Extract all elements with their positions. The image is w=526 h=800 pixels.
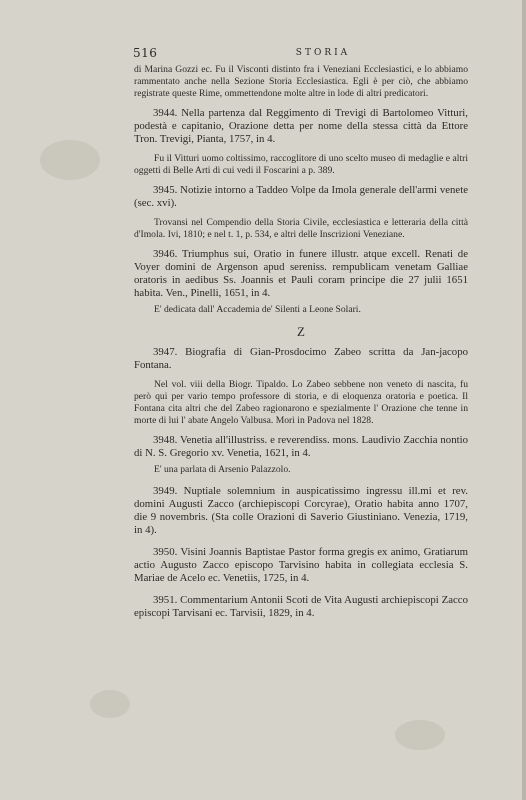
paper-stain: [395, 720, 445, 750]
entry-note: Trovansi nel Compendio della Storia Civile, ecclesiastica e letteraria della città d'Imola. Ivi, 1810; e nel t. 1, p. 534, e altri delle Inscrizioni Veneziane.: [134, 217, 468, 240]
entry-3949: [134, 485, 468, 537]
entry-main: 3948. Venetia all'illustriss. e reverendiss. mons. Laudivio Zacchia nontio di N. S. Gregorio xv. Venetia, 1621, in 4.: [134, 434, 468, 459]
entry-3951: [134, 594, 468, 620]
running-head: STORIA: [295, 48, 351, 58]
section-letter: Z: [297, 324, 305, 339]
page-number: 516: [133, 46, 158, 60]
page-edge: [522, 0, 526, 800]
page-header: [133, 46, 473, 62]
entry-main: 3946. Triumphus sui, Oratio in funere illustr. atque excell. Renati de Voyer domini de Argenson apud sereniss. rempublicam venetam Galliae oratoris in aedibus Ss. Joannis et Pauli coram principe die 27 julii 1651 habita. Ven., Pinelli, 1651, in 4.: [134, 248, 468, 299]
entry-main: 3947. Biografia di Gian-Prosdocimo Zabeo scritta da Jan-jacopo Fontana.: [134, 346, 468, 371]
entry-note: E' una parlata di Arsenio Palazzolo.: [154, 464, 291, 475]
entry-main: 3951. Commentarium Antonii Scoti de Vita Augusti archiepiscopi Zacco episcopi Tarvisani ec. Tarvisii, 1829, in 4.: [134, 594, 468, 619]
entry-main: 3944. Nella partenza dal Reggimento di Trevigi di Bartolomeo Vitturi, podestà e capitanio, Orazione detta per nome della stessa città da Ettore Tron. Trevigi, Pianta, 1757, in 4.: [134, 107, 468, 145]
entry-3947: [134, 346, 468, 427]
entry-continuation: [134, 64, 468, 100]
entry-main: 3949. Nuptiale solemnium in auspicatissimo ingressu ill.mi et rev. domini Augusti Zacco (archiepiscopi Corcyrae), Oratio habita anno 1707, die 9 novembris. (Sta colle Orazioni di Saverio Giustiniano. Venezia, 1719, in 4).: [134, 485, 468, 536]
entry-3950: [134, 546, 468, 585]
entry-3944: [134, 107, 468, 177]
entry-note: E' dedicata dall' Accademia de' Silenti a Leone Solari.: [154, 304, 361, 315]
entry-note: Nel vol. viii della Biogr. Tipaldo. Lo Zabeo sebbene non veneto di nascita, fu però qui per vario tempo professore di storia, e di eloquenza oratoria e poetica. Il Fontana cita altri che del Zabeo ragionarono e spezialmente l' Orazione che tenne in morte di lui l' abate Angelo Valbusa. Morì in Padova nel 1828.: [134, 379, 468, 426]
entry-3948: [134, 434, 468, 476]
entry-3945: [134, 184, 468, 241]
paper-stain: [90, 690, 130, 718]
entry-3946: [134, 248, 468, 316]
entry-main: 3950. Visini Joannis Baptistae Pastor forma gregis ex animo, Gratiarum actio Augusto Zacco episcopo Tarvisino habita in collegiata ecclesia S. Mariae de Acelo ec. Venetiis, 1725, in 4.: [134, 546, 468, 584]
entry-note: di Marina Gozzi ec. Fu il Visconti distinto fra i Veneziani Ecclesiastici, e lo abbiamo rammentato anche nella Sezione Storia Ecclesiastica. Egli è per ciò, che abbiamo registrate queste Rime, ommettendone molte altre in lode di altri predicatori.: [134, 64, 468, 99]
paper-stain: [40, 140, 100, 180]
page-body: [134, 64, 468, 620]
entry-note: Fu il Vitturi uomo coltissimo, raccoglitore di uno scelto museo di medaglie e altri oggetti di Belle Arti di cui vedi il Foscarini a p. 389.: [134, 153, 468, 176]
entry-main: 3945. Notizie intorno a Taddeo Volpe da Imola generale dell'armi venete (sec. xvi).: [134, 184, 468, 209]
